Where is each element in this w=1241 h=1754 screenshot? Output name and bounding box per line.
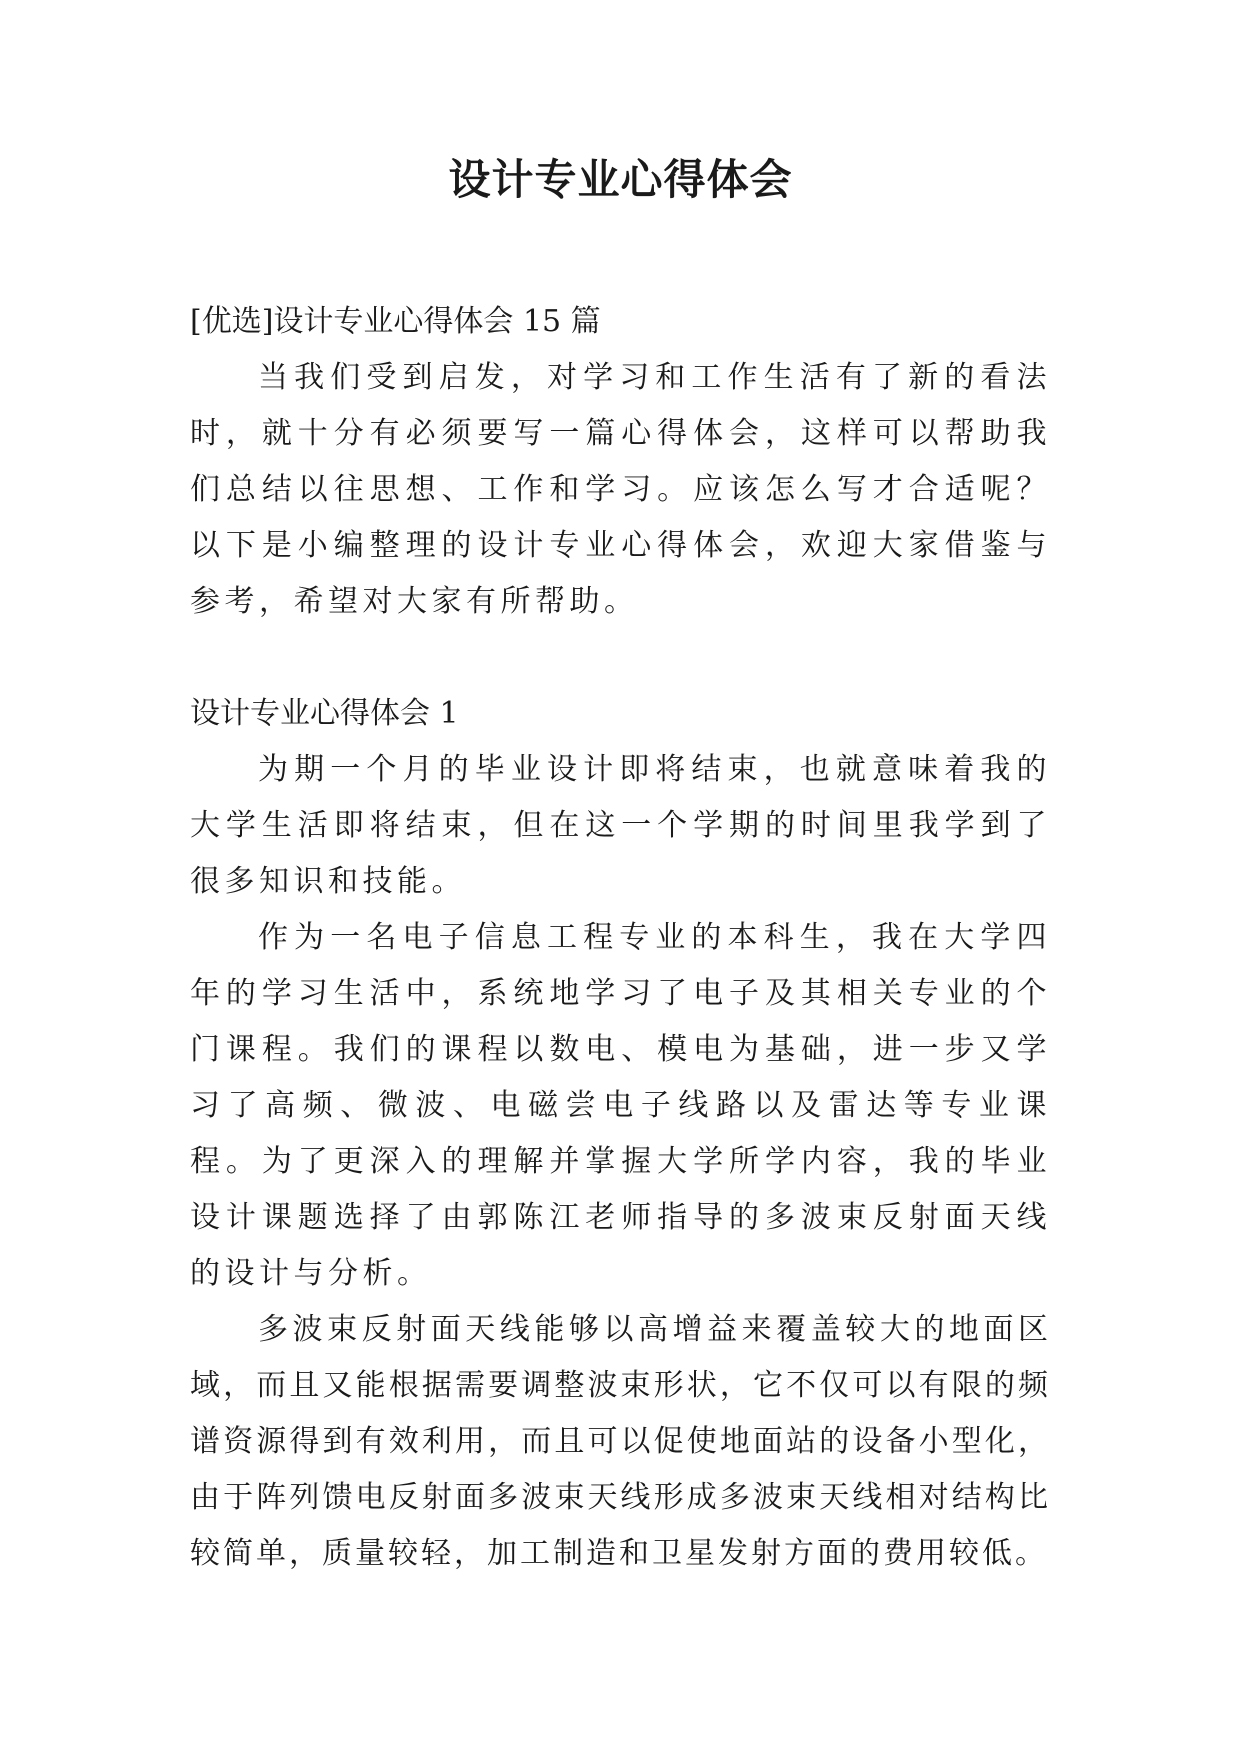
page-title: 设计专业心得体会	[448, 155, 793, 204]
section-heading: 设计专业心得体会 1	[190, 696, 459, 731]
document-page	[190, 150, 1051, 1582]
intro-paragraph: 当我们受到启发，对学习和工作生活有了新的看法时，就十分有必须要写一篇心得体会，这样可以帮助我们总结以往思想、工作和学习。应该怎么写才合适呢？以下是小编整理的设计专业心得体会，欢迎大家借鉴与参考，希望对大家有所帮助。	[190, 360, 1051, 619]
body-paragraph-1: 为期一个月的毕业设计即将结束，也就意味着我的大学生活即将结束，但在这一个学期的时间里我学到了很多知识和技能。	[190, 752, 1051, 899]
document-subtitle: [优选]设计专业心得体会 15 篇	[190, 304, 601, 339]
body-paragraph-3: 多波束反射面天线能够以高增益来覆盖较大的地面区域，而且又能根据需要调整波束形状，它不仅可以有限的频谱资源得到有效利用，而且可以促使地面站的设备小型化，由于阵列馈电反射面多波束天线形成多波束天线相对结构比较简单，质量较轻，加工制造和卫星发射方面的费用较低。	[190, 1312, 1051, 1571]
section-spacer	[190, 630, 1051, 686]
body-paragraph-2: 作为一名电子信息工程专业的本科生，我在大学四年的学习生活中，系统地学习了电子及其相关专业的个门课程。我们的课程以数电、模电为基础，进一步又学习了高频、微波、电磁尝电子线路以及雷达等专业课程。为了更深入的理解并掌握大学所学内容，我的毕业设计课题选择了由郭陈江老师指导的多波束反射面天线的设计与分析。	[190, 920, 1051, 1291]
